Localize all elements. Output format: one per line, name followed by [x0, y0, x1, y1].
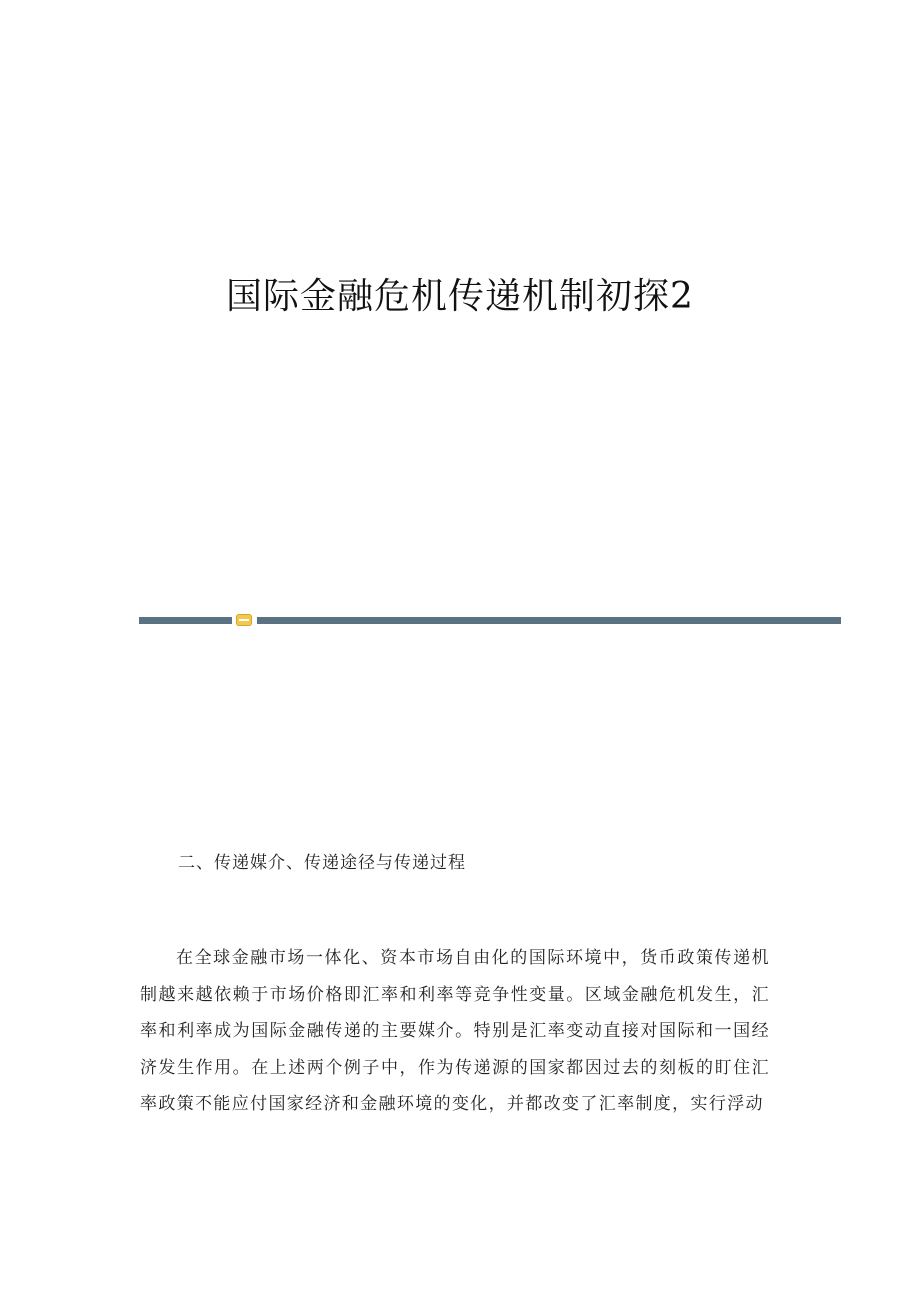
divider-bar-right	[257, 617, 841, 624]
divider-ornament-icon	[236, 614, 252, 626]
section-heading: 二、传递媒介、传递途径与传递过程	[178, 853, 466, 873]
body-paragraph: 在全球金融市场一体化、资本市场自由化的国际环境中，货币政策传递机制越来越依赖于市场价格即汇率和利率等竞争性变量。区域金融危机发生，汇率和利率成为国际金融传递的主要媒介。特别是汇率变动直接对国际和一国经济发生作用。在上述两个例子中，作为传递源的国家都因过去的刻板的盯住汇率政策不能应付国家经济和金融环境的变化，并都改变了汇率制度，实行浮动	[140, 948, 770, 1114]
title-divider	[139, 614, 841, 626]
divider-bar-left	[139, 617, 232, 624]
document-title: 国际金融危机传递机制初探2	[226, 276, 694, 317]
